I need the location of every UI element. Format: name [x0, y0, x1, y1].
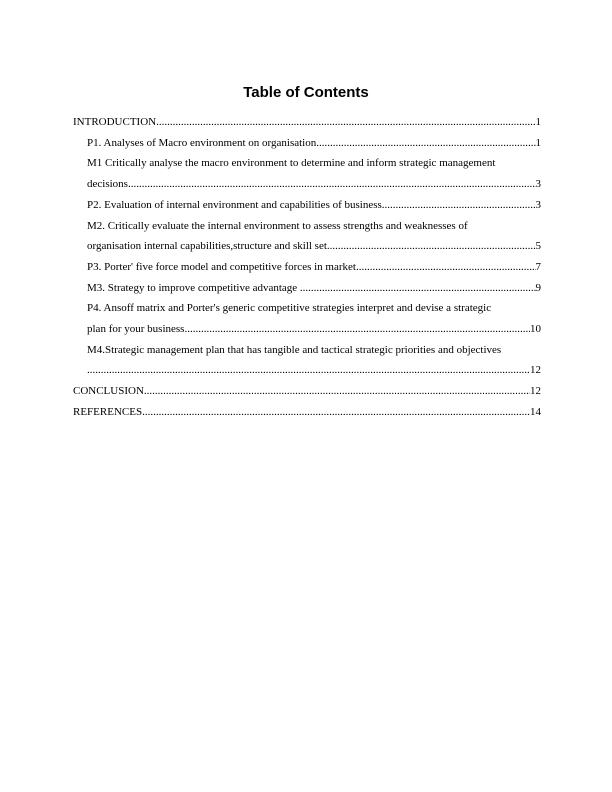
toc-entry-text: plan for your business	[87, 323, 185, 336]
dot-leader	[300, 278, 536, 299]
toc-entry-m3[interactable]	[73, 278, 541, 299]
toc-entry-text: P1. Analyses of Macro environment on organisation	[87, 136, 317, 149]
toc-page-number: 3	[535, 178, 541, 191]
toc-entry-references[interactable]	[73, 402, 541, 423]
toc-entry-introduction[interactable]	[73, 112, 541, 133]
dot-leader	[142, 402, 530, 423]
toc-page-number: 1	[535, 136, 541, 149]
toc-page-number: 9	[535, 281, 541, 294]
toc-entry-p3[interactable]	[73, 257, 541, 278]
dot-leader	[156, 112, 535, 133]
toc-page-number: 3	[535, 198, 541, 211]
toc-entry-m2[interactable]	[73, 216, 541, 257]
toc-page-number: 7	[535, 260, 541, 273]
toc-entry-p4[interactable]	[73, 298, 541, 339]
toc-entry-text: INTRODUCTION	[73, 116, 157, 128]
toc-page-number: 12	[530, 364, 541, 377]
toc-page-number: 10	[530, 323, 541, 336]
toc-page-number: 14	[530, 405, 541, 418]
dot-leader	[382, 195, 536, 216]
toc-page-number: 5	[535, 240, 541, 253]
toc-entry-text: decisions	[87, 178, 128, 191]
toc-entry-m4[interactable]	[73, 340, 541, 381]
toc-entry-text-line1: M1 Critically analyse the macro environment to determine and inform strategic management	[87, 157, 496, 170]
toc-entry-text-line1: P4. Ansoff matrix and Porter's generic competitive strategies interpret and devise a strategic	[87, 302, 492, 315]
dot-leader	[316, 133, 535, 154]
toc-entry-conclusion[interactable]	[73, 381, 541, 402]
toc-entry-text: REFERENCES	[73, 405, 143, 418]
dot-leader	[144, 381, 530, 402]
toc-entry-text-line1: M4.Strategic management plan that has tangible and tactical strategic priorities and objectives	[87, 343, 502, 356]
dot-leader	[87, 360, 530, 381]
page-title: Table of Contents	[243, 84, 369, 101]
toc-entry-m1[interactable]	[73, 153, 541, 194]
toc-entry-p1[interactable]	[73, 133, 541, 154]
toc-entry-text: M3. Strategy to improve competitive advantage	[87, 281, 300, 294]
toc-page-number: 1	[535, 116, 541, 128]
toc-entry-text-line1: M2. Critically evaluate the internal environment to assess strengths and weaknesses of	[87, 219, 468, 232]
dot-leader	[128, 174, 536, 195]
toc-entry-text: CONCLUSION	[73, 385, 144, 398]
dot-leader	[356, 257, 536, 278]
toc-entry-p2[interactable]	[73, 195, 541, 216]
dot-leader	[327, 236, 536, 257]
toc-page-number: 12	[530, 385, 541, 398]
toc-entry-text: organisation internal capabilities,structure and skill set	[87, 240, 327, 253]
toc-entry-text: P2. Evaluation of internal environment and capabilities of business	[87, 198, 382, 211]
dot-leader	[184, 319, 530, 340]
table-of-contents	[73, 112, 541, 423]
toc-entry-text: P3. Porter' five force model and competitive forces in market	[87, 260, 356, 273]
